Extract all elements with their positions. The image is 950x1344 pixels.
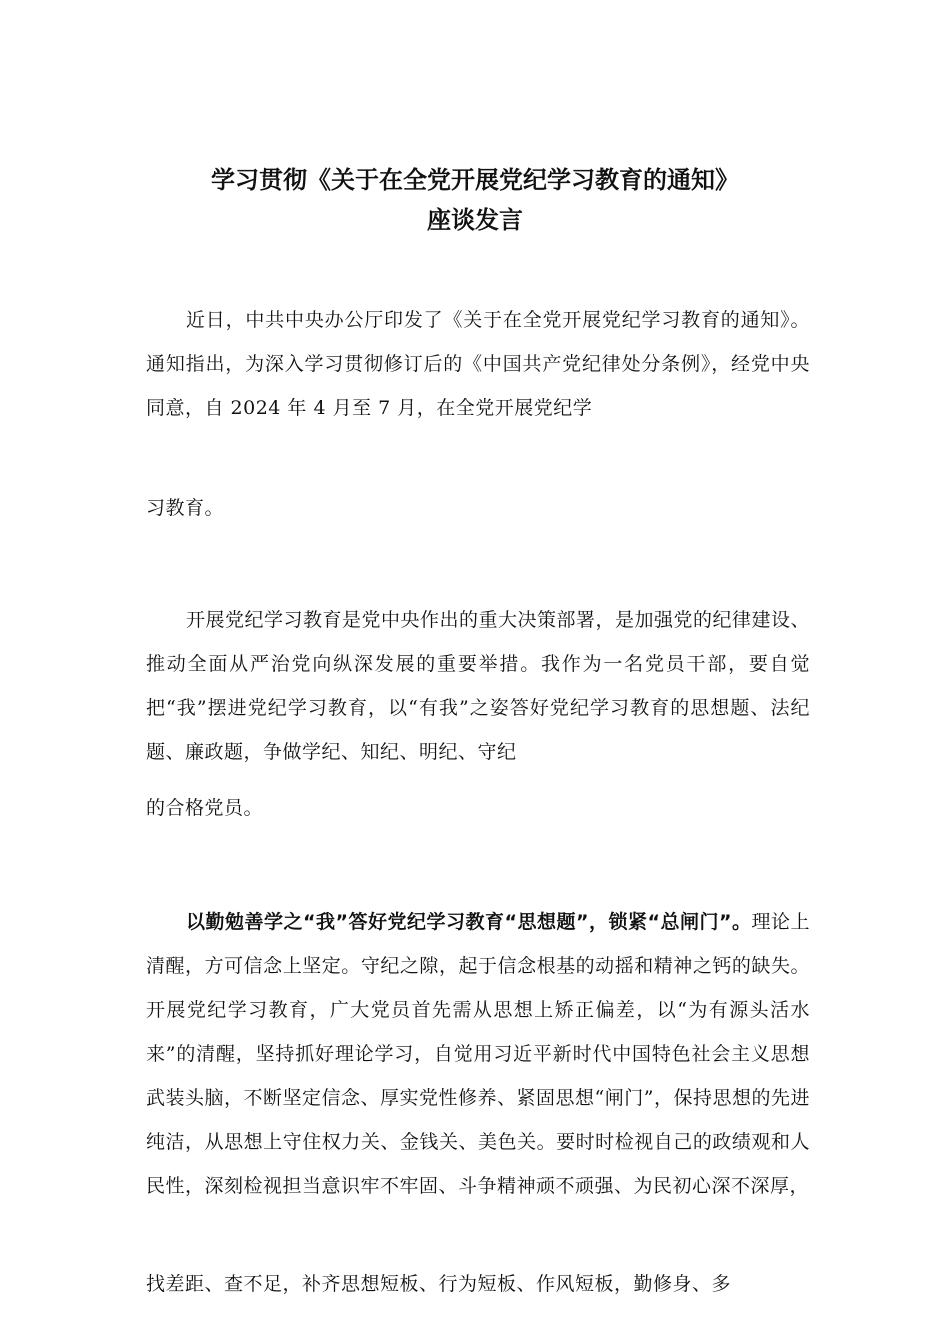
paragraph-heading: 以勤勉善学之“我”答好党纪学习教育“思想题”，锁紧“总闸门”。 (186, 911, 752, 933)
document-title: 学习贯彻《关于在全党开展党纪学习教育的通知》 (211, 166, 739, 194)
document-subtitle: 座谈发言 (427, 206, 523, 234)
paragraph-significance-continued: 的合格党员。 (146, 797, 264, 819)
paragraph-body: 理论上清醒，方可信念上坚定。守纪之隙，起于信念根基的动摇和精神之钙的缺失。开展党纪学习教育，广大党员首先需从思想上矫正偏差，以“为有源头活水来”的清醒，坚持抓好理论学习，自觉用习近平新时代中国特色社会主义思想武装头脑，不断坚定信念、厚实党性修养、紧固思想“闸门”，保持思想的先进纯洁，从思想上守住权力关、金钱关、美色关。要时时检视自己的政绩观和人民性，深刻检视担当意识牢不牢固、斗争精神顽不顽强、为民初心深不深厚， (146, 911, 810, 1197)
paragraph-intro-continued: 习教育。 (146, 497, 225, 519)
paragraph-intro: 近日，中共中央办公厅印发了《关于在全党开展党纪学习教育的通知》。通知指出，为深入学习贯彻修订后的《中国共产党纪律处分条例》，经党中央同意，自 2024 年 4 月至 7 月，在全党开展党纪学 (146, 309, 810, 419)
paragraph-thought-question-continued: 找差距、查不足，补齐思想短板、行为短板、作风短板，勤修身、多 (146, 1273, 732, 1295)
paragraph-significance: 开展党纪学习教育是党中央作出的重大决策部署，是加强党的纪律建设、推动全面从严治党向纵深发展的重要举措。我作为一名党员干部，要自觉把“我”摆进党纪学习教育，以“有我”之姿答好党纪学习教育的思想题、法纪题、廉政题，争做学纪、知纪、明纪、守纪 (146, 609, 811, 763)
paragraph-thought-question (146, 900, 810, 1208)
